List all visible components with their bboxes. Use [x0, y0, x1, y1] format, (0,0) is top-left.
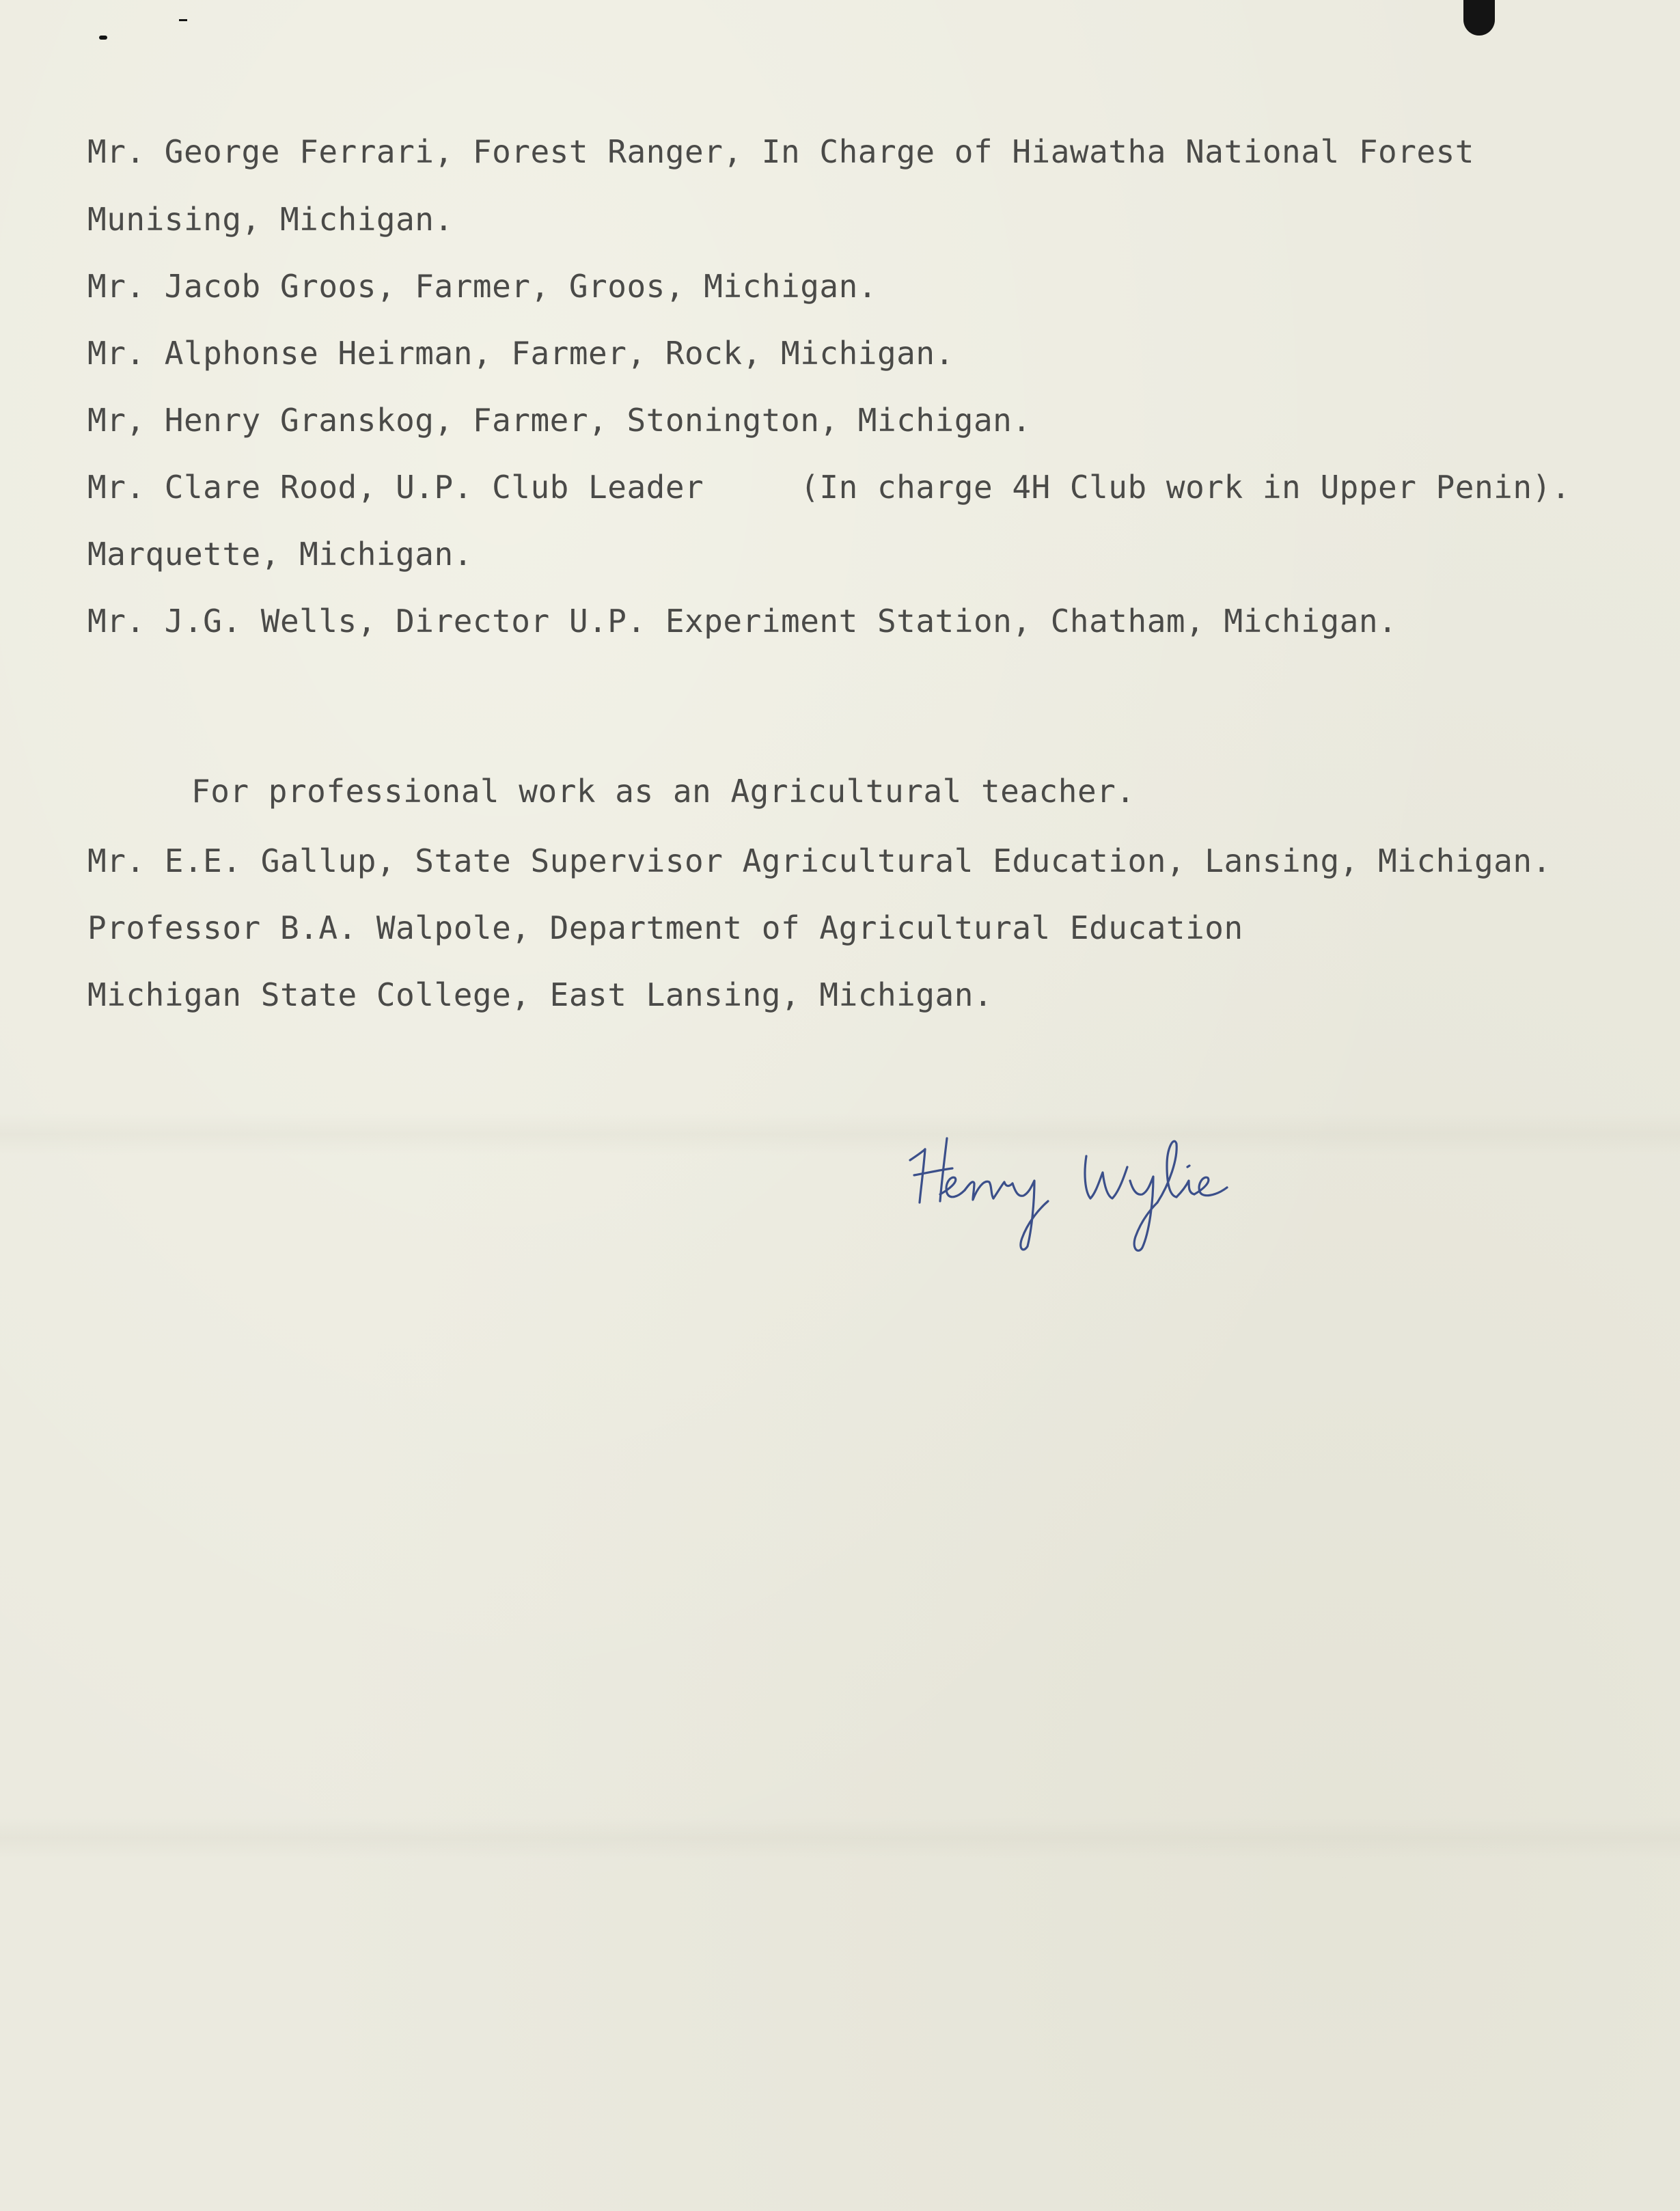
reference-ferrari-address: Munising, Michigan.: [87, 201, 454, 238]
reference-granskog: Mr, Henry Granskog, Farmer, Stonington, Michigan.: [87, 402, 1032, 439]
reference-walpole-address: Michigan State College, East Lansing, Michigan.: [87, 976, 993, 1013]
reference-gallup: Mr. E.E. Gallup, State Supervisor Agricultural Education, Lansing, Michigan.: [87, 842, 1552, 879]
reference-heirman: Mr. Alphonse Heirman, Farmer, Rock, Michigan.: [87, 335, 954, 372]
reference-walpole: Professor B.A. Walpole, Department of Agricultural Education: [87, 909, 1243, 946]
section-heading-professional: For professional work as an Agricultural teacher.: [191, 773, 1135, 810]
ink-speck: [179, 19, 187, 21]
ink-speck: [99, 36, 107, 40]
handwritten-signature: [902, 1107, 1284, 1257]
reference-wells: Mr. J.G. Wells, Director U.P. Experiment Station, Chatham, Michigan.: [87, 603, 1398, 640]
reference-rood-address: Marquette, Michigan.: [87, 536, 473, 573]
reference-rood: Mr. Clare Rood, U.P. Club Leader (In charge 4H Club work in Upper Penin).: [87, 469, 1571, 506]
punch-hole-mark: [1463, 0, 1495, 36]
reference-ferrari: Mr. George Ferrari, Forest Ranger, In Charge of Hiawatha National Forest: [87, 133, 1474, 170]
paper-fold: [0, 1114, 1680, 1155]
reference-groos: Mr. Jacob Groos, Farmer, Groos, Michigan.: [87, 268, 877, 305]
paper-fold: [0, 1817, 1680, 1858]
